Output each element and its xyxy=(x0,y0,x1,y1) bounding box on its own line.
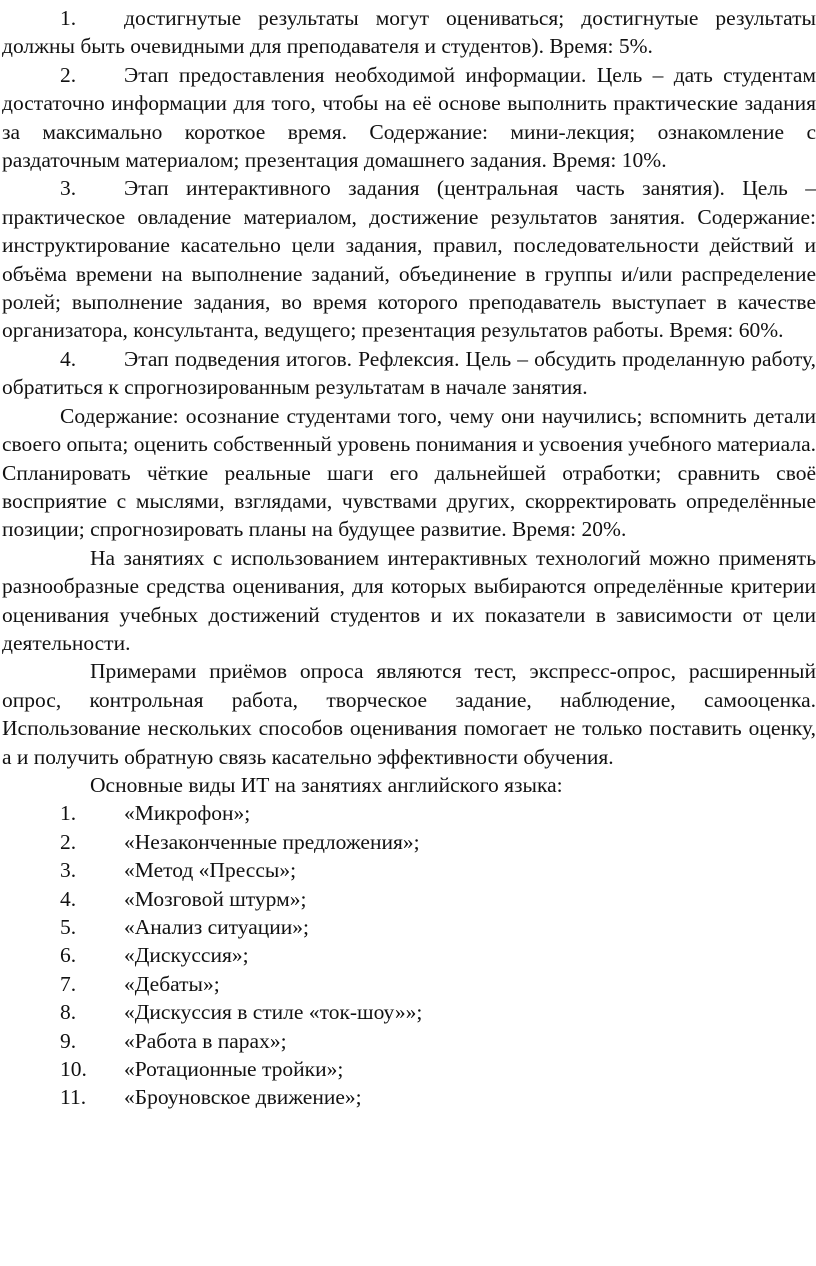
list-item xyxy=(2,856,816,884)
stage-paragraph-3 xyxy=(2,174,816,344)
list-item xyxy=(2,998,816,1026)
list-item-text: «Мозговой штурм»; xyxy=(124,886,307,911)
list-item-number: 1. xyxy=(60,801,77,826)
stage-text: Этап интерактивного задания (центральная часть занятия). Цель – практическое овладение материалом, достижение результатов занятия. Содержание: инструктирование касательно цели задания, правил, последовательности действий и объёма времени на выполнение заданий, объединение в группы и/или распределение ролей; выполнение задания, во время которого преподаватель выступает в качестве организатора, консультанта, ведущего; презентация результатов работы. Время: 60%. xyxy=(2,176,816,343)
list-item-number: 8. xyxy=(60,1000,77,1025)
list-item xyxy=(2,799,816,827)
list-item-number: 11. xyxy=(60,1085,87,1110)
list-item-text: «Дискуссия в стиле «ток-шоу»»; xyxy=(124,1000,423,1025)
list-item-text: «Анализ ситуации»; xyxy=(124,915,310,939)
list-item-number: 3. xyxy=(60,858,77,883)
list-item-text: «Дебаты»; xyxy=(124,971,220,996)
stage-paragraph-2 xyxy=(2,61,816,175)
examples-paragraph: Примерами приёмов опроса являются тест, экспресс-опрос, расширенный опрос, контрольная работа, творческое задание, наблюдение, самооценка. Использование нескольких способов оценивания помогает не только поставить оценку, а и получить обратную связь касательно эффективности обучения. xyxy=(2,659,816,769)
it-types-list xyxy=(2,799,816,1111)
list-item-number: 7. xyxy=(60,971,77,996)
list-item-text: «Незаконченные предложения»; xyxy=(124,829,420,854)
list-item-number: 2. xyxy=(60,829,77,854)
stage-paragraph-1 xyxy=(2,4,816,61)
stage-number: 1. xyxy=(60,6,77,30)
stage-text: Этап подведения итогов. Рефлексия. Цель – обсудить проделанную работу, обратиться к спрогнозированным результатам в начале занятия. xyxy=(2,346,816,400)
list-item-text: «Метод «Прессы»; xyxy=(124,858,297,883)
list-item-text: «Броуновское движение»; xyxy=(124,1085,362,1110)
list-item-text: «Дискуссия»; xyxy=(124,943,249,968)
list-item-number: 4. xyxy=(60,886,77,911)
stage-number: 2. xyxy=(60,62,77,87)
stage-text: достигнутые результаты могут оцениваться; достигнутые результаты должны быть очевидными для преподавателя и студентов). Время: 5%. xyxy=(2,6,816,59)
stage-number: 3. xyxy=(60,176,77,201)
list-item-text: «Микрофон»; xyxy=(124,801,251,826)
stage-paragraph-4 xyxy=(2,345,816,402)
stage-text: Этап предоставления необходимой информации. Цель – дать студентам достаточно информации для того, чтобы на её основе выполнить практические задания за максимально короткое время. Содержание: мини-лекция; ознакомление с раздаточным материалом; презентация домашнего задания. Время: 10%. xyxy=(2,62,816,173)
list-item-number: 5. xyxy=(60,915,77,939)
list-item xyxy=(2,828,816,856)
list-item-number: 6. xyxy=(60,943,77,968)
assessment-paragraph: На занятиях с использованием интерактивных технологий можно применять разнообразные средства оценивания, для которых выбираются определённые критерии оценивания учебных достижений студентов и их показатели в зависимости от цели деятельности. xyxy=(2,545,816,655)
content-paragraph: Содержание: осознание студентами того, чему они научились; вспомнить детали своего опыта; оценить собственный уровень понимания и усвоения учебного материала. Спланировать чёткие реальные шаги его дальнейшей отработки; сравнить своё восприятие с мыслями, взглядами, чувствами других, скорректировать определённые позиции; спрогнозировать планы на будущее развитие. Время: 20%. xyxy=(2,403,816,542)
list-item-text: «Ротационные тройки»; xyxy=(124,1057,344,1082)
list-item-number: 10. xyxy=(60,1057,87,1082)
list-item xyxy=(2,1083,816,1111)
list-item xyxy=(2,885,816,913)
stage-number: 4. xyxy=(60,346,77,371)
list-item xyxy=(2,1055,816,1083)
list-item xyxy=(2,913,816,941)
list-item xyxy=(2,941,816,969)
list-item-number: 9. xyxy=(60,1028,77,1053)
list-item xyxy=(2,970,816,998)
list-item xyxy=(2,1027,816,1055)
list-intro: Основные виды ИТ на занятиях английского языка: xyxy=(90,772,563,797)
list-item-text: «Работа в парах»; xyxy=(124,1028,287,1053)
